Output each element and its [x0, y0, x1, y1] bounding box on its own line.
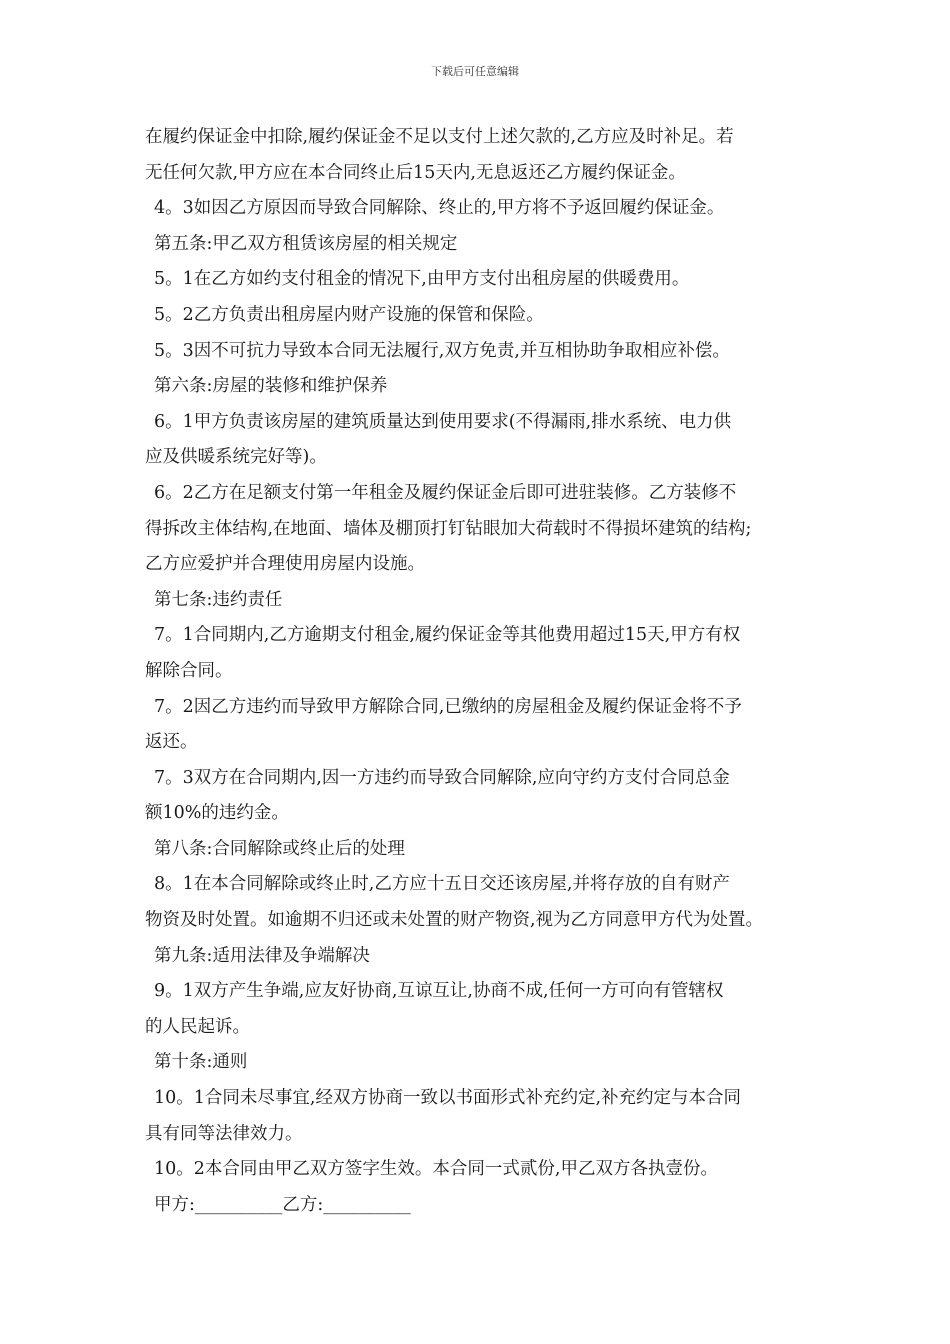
text-line: 4。3如因乙方原因而导致合同解除、终止的,甲方将不予返回履约保证金。	[154, 198, 725, 219]
text-line: 7。1合同期内,乙方逾期支付租金,履约保证金等其他费用超过15天,甲方有权	[154, 625, 741, 646]
text-line: 返还。	[145, 732, 198, 753]
text-line: 5。1在乙方如约支付租金的情况下,由甲方支付出租房屋的供暖费用。	[154, 269, 690, 290]
text-line: 第六条:房屋的装修和维护保养	[154, 376, 388, 397]
text-line: 在履约保证金中扣除,履约保证金不足以支付上述欠款的,乙方应及时补足。若	[145, 127, 734, 147]
text-line: 5。2乙方负责出租房屋内财产设施的保管和保险。	[154, 304, 544, 325]
page-header: 下载后可任意编辑	[431, 65, 519, 78]
text-line: 5。3因不可抗力导致本合同无法履行,双方免责,并互相协助争取相应补偿。	[154, 340, 730, 361]
text-line: 的人民起诉。	[145, 1016, 250, 1037]
text-line: 6。2乙方在足额支付第一年租金及履约保证金后即可进驻装修。乙方装修不	[154, 482, 737, 503]
text-line: 6。1甲方负责该房屋的建筑质量达到使用要求(不得漏雨,排水系统、电力供	[154, 411, 732, 432]
text-line: 无任何欠款,甲方应在本合同终止后15天内,无息返还乙方履约保证金。	[145, 162, 686, 183]
text-line: 7。2因乙方违约而导致甲方解除合同,已缴纳的房屋租金及履约保证金将不予	[154, 696, 742, 717]
text-line: 解除合同。	[145, 660, 233, 681]
text-line: 得拆改主体结构,在地面、墙体及棚顶打钉钻眼加大荷载时不得损坏建筑的结构;	[145, 518, 752, 539]
text-line: 额10%的违约金。	[145, 803, 289, 824]
text-line: 第十条:通则	[154, 1052, 248, 1073]
text-line: 9。1双方产生争端,应友好协商,互谅互让,协商不成,任何一方可向有管辖权	[154, 981, 724, 1002]
text-line: 具有同等法律效力。	[145, 1123, 303, 1144]
text-line: 第五条:甲乙双方租赁该房屋的相关规定	[154, 233, 458, 254]
text-line: 10。2本合同由甲乙双方签字生效。本合同一式贰份,甲乙双方各执壹份。	[154, 1159, 718, 1180]
text-line: 甲方:__________乙方:__________	[154, 1194, 411, 1215]
text-line: 第八条:合同解除或终止后的处理	[154, 838, 405, 859]
text-line: 第九条:适用法律及争端解决	[154, 945, 370, 966]
text-line: 乙方应爱护并合理使用房屋内设施。	[145, 554, 425, 575]
document-body	[145, 120, 825, 1223]
text-line: 8。1在本合同解除或终止时,乙方应十五日交还该房屋,并将存放的自有财产	[154, 874, 730, 895]
text-line: 7。3双方在合同期内,因一方违约而导致合同解除,应向守约方支付合同总金	[154, 767, 730, 788]
text-line: 第七条:违约责任	[154, 589, 283, 610]
text-line: 应及供暖系统完好等)。	[145, 447, 327, 468]
text-line: 10。1合同未尽事宜,经双方协商一致以书面形式补充约定,补充约定与本合同	[154, 1088, 742, 1109]
text-line: 物资及时处置。如逾期不归还或未处置的财产物资,视为乙方同意甲方代为处置。	[145, 910, 764, 931]
